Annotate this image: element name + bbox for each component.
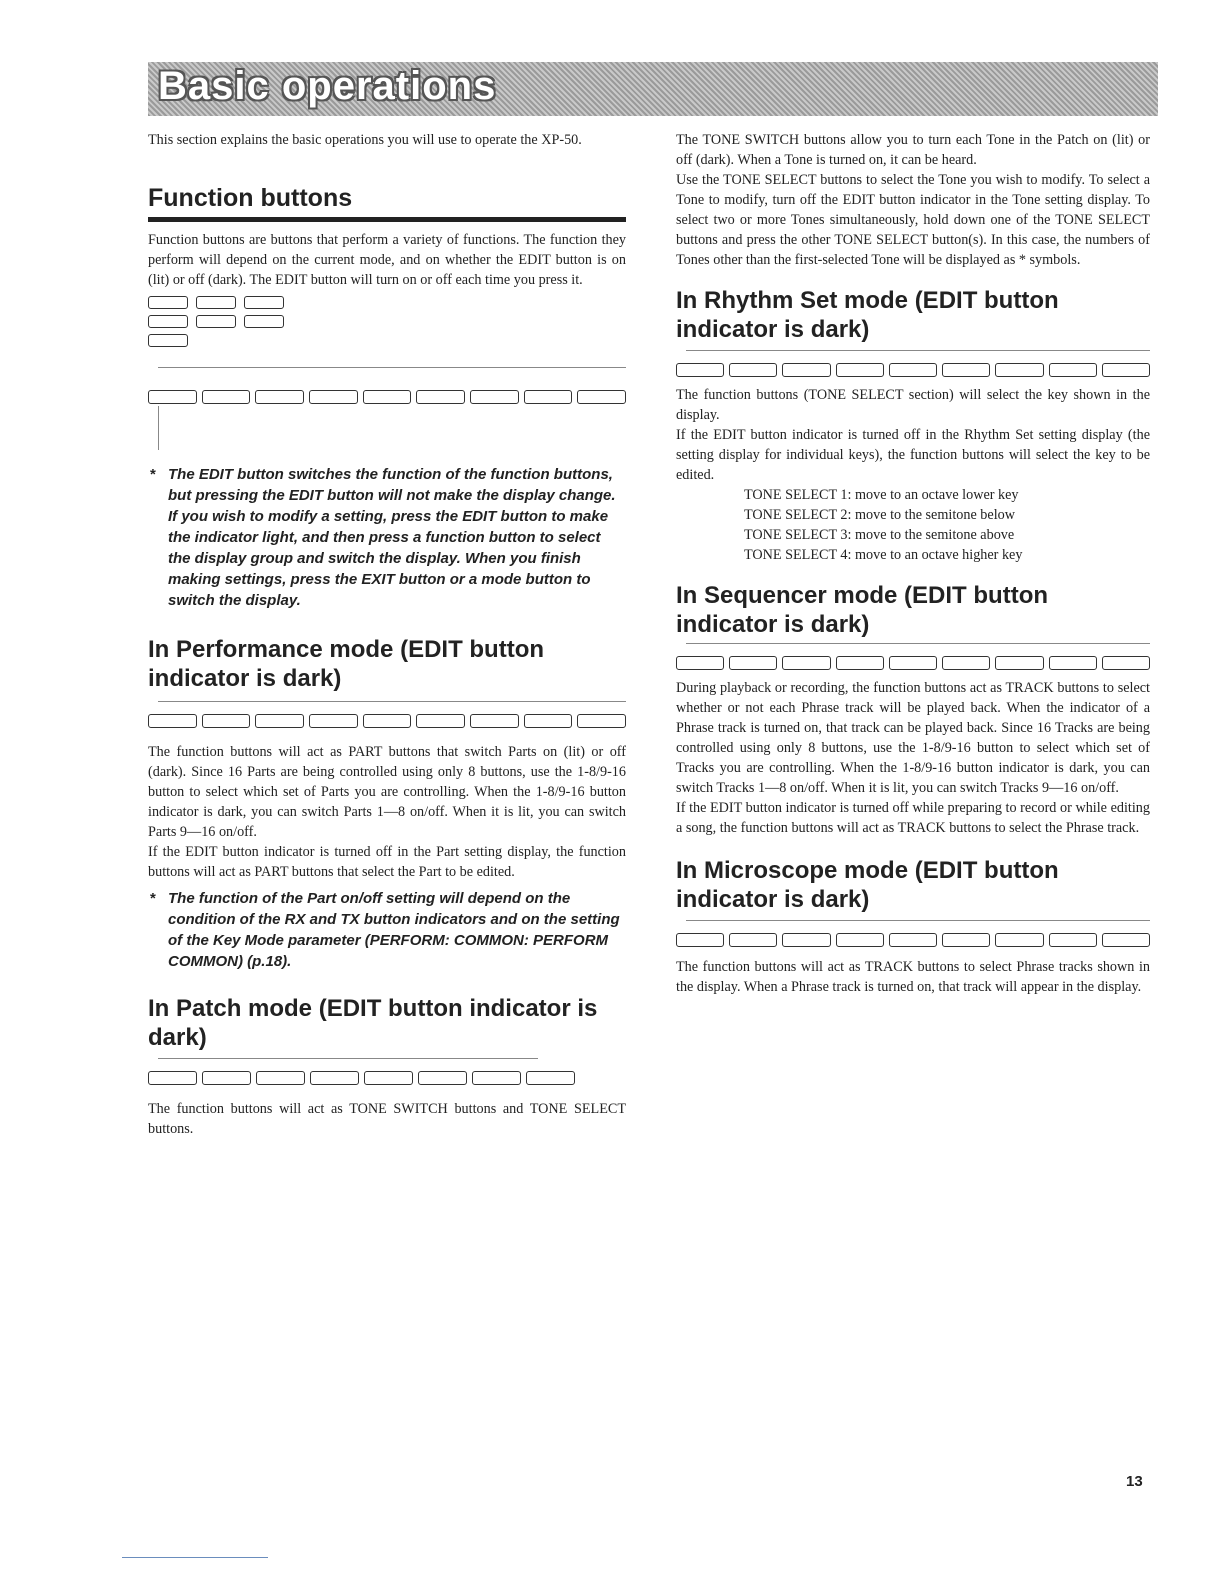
patch-buttons-diagram bbox=[148, 1058, 626, 1085]
left-column bbox=[148, 130, 626, 1139]
rhythm-text-1: The function buttons (TONE SELECT section) will select the key shown in the display. bbox=[676, 387, 1150, 423]
function-button-6 bbox=[470, 390, 519, 404]
patch-heading: In Patch mode (EDIT button indicator is dark) bbox=[148, 995, 598, 1051]
system-button bbox=[148, 334, 188, 347]
rhythm-text-2: If the EDIT button indicator is turned off in the Rhythm Set setting display (the setting display for individual keys), the function buttons will select the key to be edited. bbox=[676, 427, 1150, 483]
function-button-4 bbox=[363, 390, 412, 404]
function-button-3 bbox=[309, 390, 358, 404]
rhythm-list-item-4: TONE SELECT 4: move to an octave higher key bbox=[744, 547, 1023, 563]
function-buttons-diagram bbox=[148, 367, 626, 450]
mode-buttons-diagram bbox=[148, 296, 626, 347]
function-button-5 bbox=[416, 390, 465, 404]
rhythm-heading: In Rhythm Set mode (EDIT button indicator is dark) bbox=[676, 287, 1059, 343]
performance-text-2: If the EDIT button indicator is turned off in the Part setting display, the function buttons will act as PART buttons that select the Part to be edited. bbox=[148, 844, 626, 880]
sequencer-heading: In Sequencer mode (EDIT button indicator is dark) bbox=[676, 582, 1049, 638]
microscope-buttons-diagram bbox=[676, 920, 1150, 947]
patch-button bbox=[196, 296, 236, 309]
sequencer-text-2: If the EDIT button indicator is turned off while preparing to record or while editing a song, the function buttons will act as TRACK buttons to select the Phrase track. bbox=[676, 800, 1150, 836]
microscope-button bbox=[196, 315, 236, 328]
page-number: 13 bbox=[1126, 1473, 1143, 1490]
performance-buttons-diagram bbox=[148, 701, 626, 728]
rhythm-button bbox=[244, 296, 284, 309]
performance-note: * The function of the Part on/off setting will depend on the condition of the RX and TX button indicators and on the setting of the Key Mode parameter (PERFORM: COMMON: PERFORM COMMON) (p.18). bbox=[150, 890, 620, 970]
intro-text: This section explains the basic operations you will use to operate the XP-50. bbox=[148, 132, 582, 148]
function-buttons-note: * The EDIT button switches the function of the function buttons, but pressing the EDIT button will not make the display change. If you wish to modify a setting, press the EDIT button to make the indicator light, and then press a function button to select the display group and switch the display. When you finish making settings, press the EXIT button or a mode button to switch the display. bbox=[150, 466, 616, 609]
microscope-text: The function buttons will act as TRACK buttons to select Phrase tracks shown in the display. When a Phrase track is turned on, that track will appear in the display. bbox=[676, 959, 1150, 995]
function-button-8 bbox=[577, 390, 626, 404]
sequencer-text-1: During playback or recording, the function buttons act as TRACK buttons to select whether or not each Phrase track will be played back. When the indicator of a Phrase track is turned on, that track can be played back. Since 16 Tracks are being controlled using only 8 buttons, use the 1-8/9-16 button to select which set of Tracks you are controlling. When the 1-8/9-16 button indicator is dark, you can switch Tracks 1—8 on/off. When it is lit, you can switch Tracks 9—16 on/off. bbox=[676, 680, 1150, 796]
performance-text-1: The function buttons will act as PART buttons that switch Parts on (lit) or off (dark). Since 16 Parts are being controlled using only 8 buttons, use the 1-8/9-16 button to select which set of Parts you are controlling. When the 1-8/9-16 button indicator is dark, you can switch Parts 1—8 on/off. When it is lit, you can switch Parts 9—16 on/off. bbox=[148, 744, 626, 840]
rhythm-buttons-diagram bbox=[676, 350, 1150, 377]
sequencer-buttons-diagram bbox=[676, 643, 1150, 670]
tone-switch-text-1: The TONE SWITCH buttons allow you to turn each Tone in the Patch on (lit) or off (dark). When a Tone is turned on, it can be heard. bbox=[676, 132, 1150, 168]
performance-heading: In Performance mode (EDIT button indicator is dark) bbox=[148, 636, 545, 692]
function-buttons-heading: Function buttons bbox=[148, 184, 353, 212]
chain-play-button bbox=[244, 315, 284, 328]
perform-button bbox=[148, 296, 188, 309]
tone-switch-text-2: Use the TONE SELECT buttons to select the Tone you wish to modify. To select a Tone to modify, turn off the EDIT button indicator in the Tone setting display. To select two or more Tones simultaneously, hold down one of the TONE SELECT buttons and press the other TONE SELECT button(s). In this case, the numbers of Tones other than the first-selected Tone will be displayed as * symbols. bbox=[676, 172, 1150, 268]
footer-rule bbox=[122, 1557, 268, 1558]
function-buttons-body: Function buttons are buttons that perform a variety of functions. The function they perform will depend on the current mode, and on whether the EDIT button is on (lit) or off (dark). The EDIT button will turn on or off each time you press it. bbox=[148, 232, 626, 288]
rhythm-list-item-3: TONE SELECT 3: move to the semitone above bbox=[744, 527, 1015, 543]
title-banner bbox=[148, 62, 1158, 116]
rhythm-list-item-1: TONE SELECT 1: move to an octave lower key bbox=[744, 487, 1019, 503]
edit-button bbox=[148, 390, 197, 404]
page-title: Basic operations bbox=[158, 64, 497, 108]
microscope-heading: In Microscope mode (EDIT button indicator is dark) bbox=[676, 857, 1059, 913]
right-column bbox=[676, 130, 1150, 997]
patch-text: The function buttons will act as TONE SWITCH buttons and TONE SELECT buttons. bbox=[148, 1101, 626, 1137]
sequencer-button bbox=[148, 315, 188, 328]
function-button-1 bbox=[202, 390, 251, 404]
rhythm-list-item-2: TONE SELECT 2: move to the semitone below bbox=[744, 507, 1015, 523]
function-button-2 bbox=[255, 390, 304, 404]
function-button-7 bbox=[524, 390, 573, 404]
